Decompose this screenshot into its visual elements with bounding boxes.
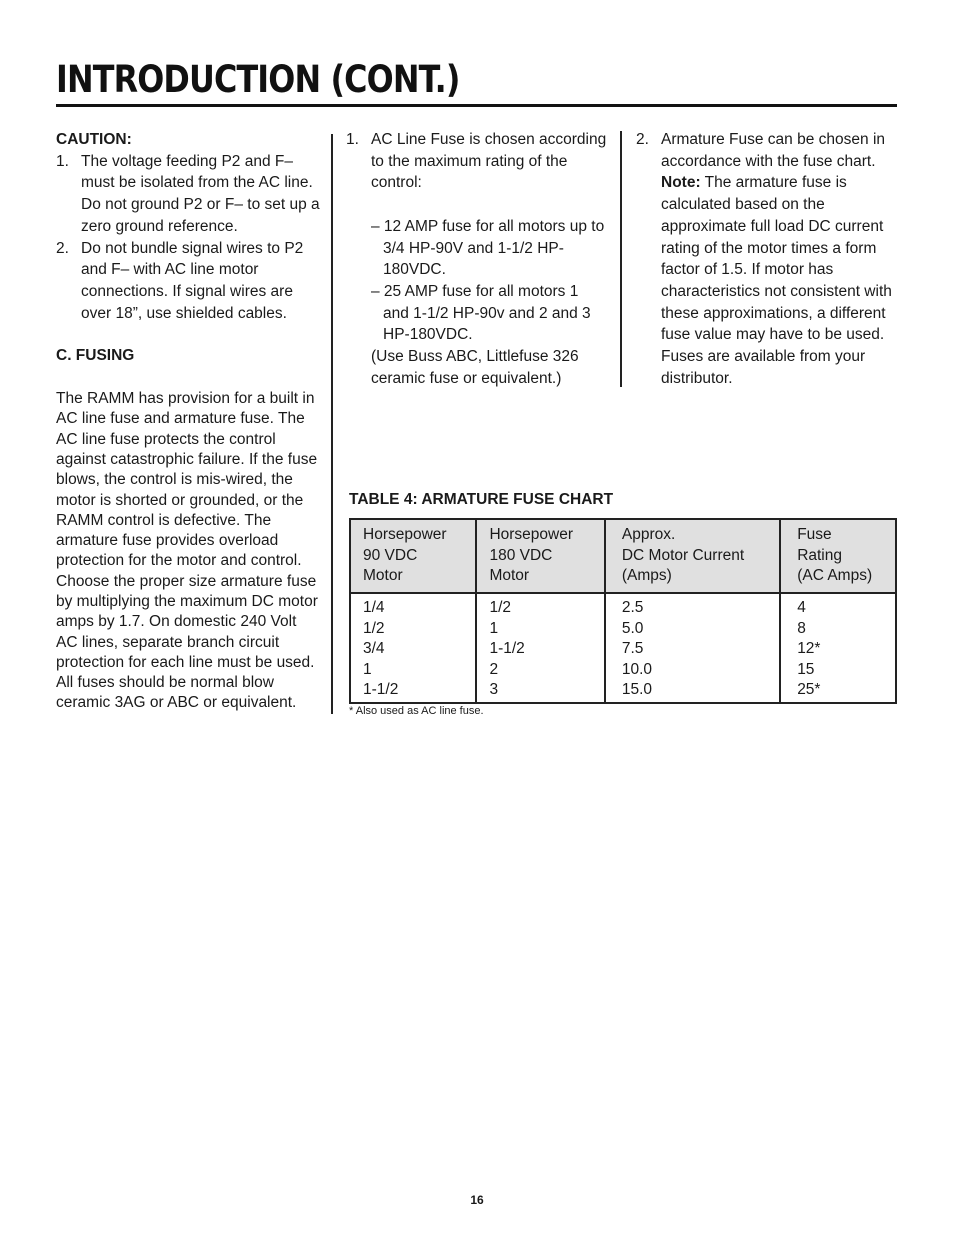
column-divider: [620, 131, 622, 387]
right-column: [636, 129, 898, 389]
ac-line-fuse-number: 1.: [346, 131, 359, 148]
table-header-row: [350, 519, 896, 593]
ac-line-fuse-item: [346, 129, 608, 389]
caution-item: [56, 238, 320, 325]
table-footnote: * Also used as AC line fuse.: [349, 705, 484, 717]
caution-item-number: 1.: [56, 152, 69, 170]
ac-fuse-note: (Use Buss ABC, Littlefuse 326 ceramic fuse or equivalent.): [371, 348, 579, 387]
header-hp-180vdc: Horsepower 180 VDC Motor: [476, 519, 604, 593]
armature-fuse-item: [636, 129, 898, 389]
fuse-rating-values: 4 8 12* 15 25*: [780, 593, 896, 703]
ac-fuse-option: – 25 AMP fuse for all motors 1 and 1-1/2 HP-90v and 2 and 3 HP-180VDC.: [371, 282, 591, 344]
middle-column: [346, 129, 608, 389]
dc-current-values: 2.5 5.0 7.5 10.0 15.0: [605, 593, 780, 703]
armature-fuse-text: Armature Fuse can be chosen in accordance with the fuse chart.: [661, 131, 886, 170]
hp-90vdc-values: 1/4 1/2 3/4 1 1-1/2: [350, 593, 476, 703]
page-number: 16: [470, 1193, 484, 1207]
table-row: [350, 593, 896, 703]
armature-note-label: Note:: [661, 174, 701, 192]
title-rule: [56, 104, 897, 107]
caution-heading: CAUTION:: [56, 131, 132, 148]
ac-line-fuse-text: AC Line Fuse is chosen according to the maximum rating of the control:: [371, 131, 607, 192]
column-divider: [331, 134, 333, 714]
hp-180vdc-values: 1/2 1 1-1/2 2 3: [476, 593, 604, 703]
caution-item-text: The voltage feeding P2 and F– must be isolated from the AC line. Do not ground P2 or F– to set up a zero ground reference.: [81, 152, 320, 235]
ac-fuse-option: – 12 AMP fuse for all motors up to 3/4 HP-90V and 1-1/2 HP-180VDC.: [371, 217, 605, 279]
header-dc-current: Approx. DC Motor Current (Amps): [605, 519, 780, 593]
left-column: [56, 129, 320, 714]
armature-fuse-table: [349, 518, 897, 704]
caution-item-text: Do not bundle signal wires to P2 and F– with AC line motor connections. If signal wires are over 18”, use shielded cables.: [81, 239, 304, 322]
armature-note-text: The armature fuse is calculated based on the approximate full load DC current rating of the motor times a form factor of 1.5. If motor has characteristics not consistent with these approximations, a different fuse value may have to be used. Fuses are available from your distributor.: [661, 174, 892, 387]
fusing-heading: C. FUSING: [56, 347, 135, 365]
header-fuse-rating: Fuse Rating (AC Amps): [780, 519, 896, 593]
armature-fuse-number: 2.: [636, 131, 649, 148]
page-title: INTRODUCTION (CONT.): [56, 58, 460, 101]
fusing-body: The RAMM has provision for a built in AC line fuse and armature fuse. The AC line fuse protects the control against catastrophic failure. If the fuse blows, the control is mis-wired, the motor is shorted or grounded, or the RAMM control is defective. The armature fuse provides overload protection for the motor and control. Choose the proper size armature fuse by multiplying the maximum DC motor amps by 1.7. On domestic 240 Volt AC lines, separate branch circuit protection for each line must be used. All fuses should be normal blow ceramic 3AG or ABC or equivalent.: [56, 390, 318, 712]
header-hp-90vdc: Horsepower 90 VDC Motor: [350, 519, 476, 593]
caution-item-number: 2.: [56, 239, 69, 257]
caution-item: [56, 151, 320, 238]
table-title: TABLE 4: ARMATURE FUSE CHART: [349, 491, 614, 508]
